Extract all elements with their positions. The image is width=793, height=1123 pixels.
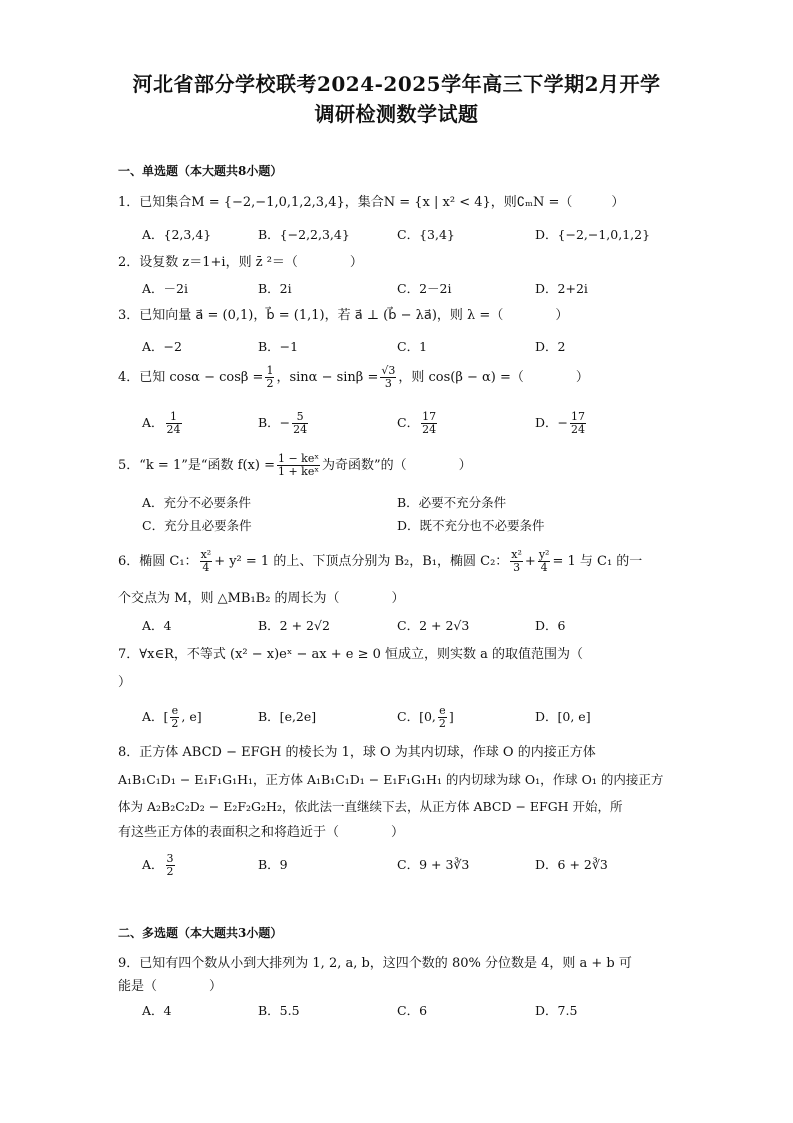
question-4-option-d: D．− $\frac{17}{24}$ — [535, 410, 585, 436]
question-8-option-c: C．9 + 3∛3 — [397, 857, 470, 872]
question-6-stem-line2: 个交点为 M，则 △MB₁B₂ 的周长为（ ） — [118, 591, 405, 606]
question-1-option-b: B．{−2,2,3,4} — [258, 227, 350, 242]
section-heading-multiple-choice: 二、多选题（本大题共3小题） — [118, 926, 283, 940]
question-9-line1: 9．已知有四个数从小到大排列为 1, 2, a, b，这四个数的 80% 分位数是 4，则 a + b 可 — [118, 956, 632, 971]
question-4-stem-part-a: 4．已知 cosα − cosβ = — [118, 370, 264, 385]
question-8-line2: A₁B₁C₁D₁ − E₁F₁G₁H₁，正方体 A₁B₁C₁D₁ − E₁F₁G₁H₁ 的内切球为球 O₁，作球 O₁ 的内接正方 — [118, 772, 664, 787]
question-7-option-c: C．[0, $\frac{e}{2}$ ] — [397, 704, 454, 730]
question-4-stem-part-c: ，则 cos(β − α) =（ ） — [398, 370, 589, 385]
question-8-line3: 体为 A₂B₂C₂D₂ − E₂F₂G₂H₂，依此法一直继续下去，从正方体 ABCD − EFGH 开始，所 — [118, 799, 623, 814]
question-8-line1: 8．正方体 ABCD − EFGH 的棱长为 1，球 O 为其内切球，作球 O 的内接正方体 — [118, 745, 596, 760]
question-3-option-b: B．−1 — [258, 339, 299, 354]
question-2-option-d: D．2+2i — [535, 281, 588, 296]
question-2-option-a: A．－2i — [142, 281, 188, 296]
question-2-stem: 2．设复数 z＝1+i，则 z̄ ²＝（ ） — [118, 255, 363, 270]
question-7-option-a: A．[ $\frac{e}{2}$ , e] — [142, 704, 202, 730]
question-6-option-d: D．6 — [535, 618, 566, 633]
exam-title-line2: 调研检测数学试题 — [314, 102, 479, 126]
question-4-option-a: A． $\frac{1}{24}$ — [142, 410, 181, 436]
question-6-stem: 6．椭圆 C₁： $\frac{\text{x²}}{4}$ + y² = 1 的上、下顶点分别为 B₂，B₁，椭圆 C₂： $\frac{\text{x²}}{3}$ + $\frac{\text{y²}}{4}$ = 1 与 C₁ 的一 — [118, 548, 643, 574]
question-1-option-c: C．{3,4} — [397, 227, 455, 242]
question-4-stem-part-b: ，sinα − sinβ = — [276, 370, 379, 385]
question-5-stem: 5．“k = 1”是“函数 f(x) = $\frac{\text{1 − keˣ}}{\text{1 + keˣ}}$ 为奇函数”的（ ） — [118, 452, 472, 478]
question-4-option-b: B．− $\frac{5}{24}$ — [258, 410, 308, 436]
question-5-option-b: B．必要不充分条件 — [397, 495, 507, 510]
question-2-option-b: B．2i — [258, 281, 292, 296]
question-8-option-b: B．9 — [258, 857, 288, 872]
fraction: $\frac{\text{x²}}{3}$ — [511, 548, 522, 574]
question-6-option-a: A．4 — [142, 618, 172, 633]
question-6-option-c: C．2 + 2√3 — [397, 618, 470, 633]
question-7-stem: 7．∀x∈R，不等式 (x² − x)eˣ − ax + e ≥ 0 恒成立，则实数 a 的取值范围为（ — [118, 647, 584, 662]
question-1-option-a: A．{2,3,4} — [142, 227, 212, 242]
fraction: $\frac{\text{1 − keˣ}}{\text{1 + keˣ}}$ — [277, 452, 320, 478]
question-4-stem — [118, 362, 589, 394]
question-3-option-c: C．1 — [397, 339, 428, 354]
question-3-stem: 3．已知向量 a⃗ = (0,1)，b⃗ = (1,1)，若 a⃗ ⊥ (b⃗ − λa⃗)，则 λ =（ ） — [118, 308, 569, 323]
fraction: $\frac{\text{x²}}{4}$ — [200, 548, 212, 574]
fraction: $\frac{1}{2}$ — [266, 364, 274, 390]
question-7-stem-line2: ） — [118, 675, 132, 690]
question-3-option-a: A．−2 — [142, 339, 182, 354]
question-5-option-d: D．既不充分也不必要条件 — [397, 518, 545, 533]
question-1-stem: 1．已知集合M = {−2,−1,0,1,2,3,4}，集合N = {x | x² < 4}，则∁ₘN =（ ） — [118, 195, 625, 210]
question-7-option-b: B．[e,2e] — [258, 709, 317, 724]
question-5-option-a: A．充分不必要条件 — [142, 495, 252, 510]
section-heading-single-choice: 一、单选题（本大题共8小题） — [118, 164, 283, 178]
question-6-option-b: B．2 + 2√2 — [258, 618, 330, 633]
question-9-option-a: A．4 — [142, 1003, 172, 1018]
fraction: $\frac{\text{y²}}{4}$ — [538, 548, 550, 574]
question-3-option-d: D．2 — [535, 339, 566, 354]
question-2-option-c: C．2－2i — [397, 281, 452, 296]
question-9-option-c: C．6 — [397, 1003, 428, 1018]
fraction: $\frac{√3}{3}$ — [381, 364, 396, 390]
question-5-option-c: C．充分且必要条件 — [142, 518, 252, 533]
exam-title-line1: 河北省部分学校联考2024-2025学年高三下学期2月开学 — [132, 72, 661, 96]
question-9-line2: 能是（ ） — [118, 979, 223, 994]
question-8-line4: 有这些正方体的表面积之和将趋近于（ ） — [118, 825, 405, 840]
question-4-option-c: C． $\frac{17}{24}$ — [397, 410, 437, 436]
question-8-option-d: D．6 + 2∛3 — [535, 857, 608, 872]
question-8-option-a: A． $\frac{3}{2}$ — [142, 852, 174, 878]
question-9-option-d: D．7.5 — [535, 1003, 578, 1018]
question-1-option-d: D．{−2,−1,0,1,2} — [535, 227, 651, 242]
question-7-option-d: D．[0, e] — [535, 709, 591, 724]
question-9-option-b: B．5.5 — [258, 1003, 300, 1018]
